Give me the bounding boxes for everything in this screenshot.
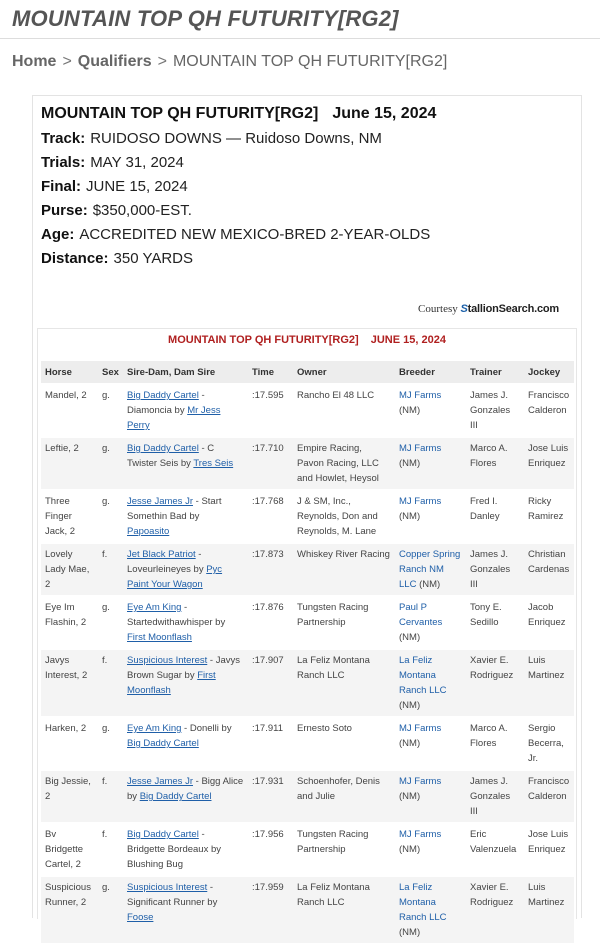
jockey-cell: Jose Luis Enriquez — [524, 438, 574, 489]
track-label: Track: — [41, 130, 86, 147]
pedigree-cell — [123, 544, 248, 595]
sex-cell: g. — [98, 385, 123, 436]
jockey-cell: Luis Martinez — [524, 650, 574, 716]
sex-cell: g. — [98, 877, 123, 943]
distance-label: Distance: — [41, 250, 109, 267]
table-row — [41, 824, 574, 875]
pedigree-cell — [123, 718, 248, 769]
trainer-cell: James J. Gonzales III — [466, 385, 524, 436]
pedigree-cell — [123, 597, 248, 648]
sire-link[interactable]: Jet Black Patriot — [127, 549, 196, 560]
time-cell: :17.595 — [248, 385, 293, 436]
breeder-link[interactable]: MJ Farms — [399, 496, 442, 507]
breeder-link[interactable]: MJ Farms — [399, 390, 442, 401]
results-panel — [37, 328, 577, 938]
owner-cell: Tungsten Racing Partnership — [293, 597, 395, 648]
sex-cell: g. — [98, 597, 123, 648]
owner-cell: Ernesto Soto — [293, 718, 395, 769]
trainer-cell: Xavier E. Rodriguez — [466, 877, 524, 943]
owner-cell: La Feliz Montana Ranch LLC — [293, 650, 395, 716]
purse-label: Purse: — [41, 202, 88, 219]
race-heading — [41, 101, 571, 127]
breeder-link[interactable]: Paul P Cervantes — [399, 602, 443, 628]
breeder-link[interactable]: Copper Spring Ranch NM LLC — [399, 549, 461, 590]
results-race-name: MOUNTAIN TOP QH FUTURITY[RG2] — [168, 334, 359, 346]
sex-cell: g. — [98, 718, 123, 769]
purse-row — [41, 199, 571, 223]
time-cell: :17.873 — [248, 544, 293, 595]
time-cell: :17.710 — [248, 438, 293, 489]
dam-name: C Twister Seis — [127, 443, 215, 469]
horse-cell: Javys Interest, 2 — [41, 650, 98, 716]
purse-value: $350,000-EST. — [92, 202, 192, 219]
results-heading — [38, 334, 576, 346]
time-cell: :17.768 — [248, 491, 293, 542]
pedigree-by: by — [208, 844, 222, 855]
dam-name: Bridgette Bordeaux — [127, 844, 209, 855]
stallionsearch-logo[interactable] — [461, 303, 560, 315]
time-cell: :17.956 — [248, 824, 293, 875]
horse-cell: Leftie, 2 — [41, 438, 98, 489]
dam-name: Donelli — [189, 723, 219, 734]
age-label: Age: — [41, 226, 75, 243]
sex-cell: g. — [98, 438, 123, 489]
trainer-cell: Eric Valenzuela — [466, 824, 524, 875]
column-header-owner: Owner — [293, 361, 395, 383]
trainer-cell: James J. Gonzales III — [466, 771, 524, 822]
column-header-horse: Horse — [41, 361, 98, 383]
jockey-cell: Ricky Ramirez — [524, 491, 574, 542]
sire-link[interactable]: Eye Am King — [127, 723, 182, 734]
title-divider — [0, 38, 600, 39]
jockey-cell: Jacob Enriquez — [524, 597, 574, 648]
time-cell: :17.907 — [248, 650, 293, 716]
pedigree-by: by — [212, 617, 226, 628]
breeder-location: (NM) — [399, 791, 421, 802]
sire-link[interactable]: Suspicious Interest — [127, 882, 208, 893]
horse-cell: Big Jessie, 2 — [41, 771, 98, 822]
horse-cell: Three Finger Jack, 2 — [41, 491, 98, 542]
dam-sire-link: Blushing Bug — [127, 859, 183, 870]
breeder-link[interactable]: MJ Farms — [399, 723, 442, 734]
distance-value: 350 YARDS — [113, 250, 194, 267]
breeder-cell — [395, 824, 466, 875]
pedigree-separator: - — [181, 602, 188, 613]
sire-link[interactable]: Jesse James Jr — [127, 496, 193, 507]
breeder-cell — [395, 650, 466, 716]
breeder-link[interactable]: MJ Farms — [399, 443, 442, 454]
time-cell: :17.911 — [248, 718, 293, 769]
sex-cell: f. — [98, 650, 123, 716]
column-header-trainer: Trainer — [466, 361, 524, 383]
dam-sire-link[interactable]: Tres Seis — [193, 458, 234, 469]
dam-sire-link[interactable]: Foose — [127, 912, 154, 923]
breadcrumb-qualifiers-link[interactable]: Qualifiers — [77, 53, 152, 70]
table-row — [41, 650, 574, 716]
dam-sire-link[interactable]: Big Daddy Cartel — [139, 791, 212, 802]
sire-link[interactable]: Jesse James Jr — [127, 776, 193, 787]
trainer-cell: Tony E. Sedillo — [466, 597, 524, 648]
dam-sire-link[interactable]: Papoasito — [127, 526, 170, 537]
sire-link[interactable]: Eye Am King — [127, 602, 182, 613]
age-row — [41, 223, 571, 247]
time-cell: :17.931 — [248, 771, 293, 822]
breeder-link[interactable]: La Feliz Montana Ranch LLC — [399, 882, 447, 923]
pedigree-separator: - — [198, 443, 208, 454]
dam-name: Bigg Alice — [201, 776, 244, 787]
breeder-cell — [395, 491, 466, 542]
stallionsearch-logo-s: S — [460, 303, 468, 315]
horse-cell: Mandel, 2 — [41, 385, 98, 436]
results-race-date: JUNE 15, 2024 — [370, 334, 446, 346]
trials-label: Trials: — [41, 154, 86, 171]
pedigree-cell — [123, 438, 248, 489]
pedigree-by: by — [218, 723, 232, 734]
dam-sire-link[interactable]: Mr Jess Perry — [127, 405, 221, 431]
pedigree-separator: - — [198, 829, 205, 840]
dam-sire-link[interactable]: Big Daddy Cartel — [127, 738, 199, 749]
breeder-location: (NM) — [399, 458, 421, 469]
table-row — [41, 597, 574, 648]
breeder-cell — [395, 438, 466, 489]
sex-cell: g. — [98, 491, 123, 542]
breeder-location: (NM) — [399, 511, 421, 522]
pedigree-cell — [123, 385, 248, 436]
jockey-cell: Jose Luis Enriquez — [524, 824, 574, 875]
sex-cell: f. — [98, 544, 123, 595]
age-value: ACCREDITED NEW MEXICO-BRED 2-YEAR-OLDS — [79, 226, 431, 243]
column-header-jockey: Jockey — [524, 361, 574, 383]
pedigree-by: by — [171, 405, 188, 416]
horse-cell: Suspicious Runner, 2 — [41, 877, 98, 943]
breeder-link[interactable]: MJ Farms — [399, 776, 442, 787]
jockey-cell: Francisco Calderon — [524, 385, 574, 436]
pedigree-by: by — [186, 511, 200, 522]
jockey-cell: Sergio Becerra, Jr. — [524, 718, 574, 769]
pedigree-cell — [123, 771, 248, 822]
dam-sire-link[interactable]: First Moonflash — [127, 670, 216, 696]
track-value: RUIDOSO DOWNS — Ruidoso Downs, NM — [90, 130, 382, 147]
breeder-cell — [395, 718, 466, 769]
breadcrumb-home-link[interactable]: Home — [12, 53, 57, 70]
pedigree-separator: - — [195, 549, 202, 560]
pedigree-cell — [123, 650, 248, 716]
breadcrumb-current: MOUNTAIN TOP QH FUTURITY[RG2] — [172, 53, 448, 70]
pedigree-separator: - — [198, 390, 205, 401]
horse-cell: Bv Bridgette Cartel, 2 — [41, 824, 98, 875]
column-header-breeder: Breeder — [395, 361, 466, 383]
table-row — [41, 385, 574, 436]
pedigree-by: by — [181, 670, 198, 681]
pedigree-by: by — [204, 897, 218, 908]
breeder-location: (NM) — [419, 579, 441, 590]
pedigree-separator: - — [193, 776, 202, 787]
breeder-location: (NM) — [399, 700, 421, 711]
breadcrumb-separator: > — [62, 53, 72, 70]
table-row — [41, 718, 574, 769]
owner-cell: La Feliz Montana Ranch LLC — [293, 877, 395, 943]
trainer-cell: James J. Gonzales III — [466, 544, 524, 595]
race-name: MOUNTAIN TOP QH FUTURITY[RG2] — [41, 105, 319, 122]
sire-link[interactable]: Suspicious Interest — [127, 655, 208, 666]
dam-name: Startedwithawhisper — [127, 617, 213, 628]
pedigree-cell — [123, 491, 248, 542]
breeder-cell — [395, 544, 466, 595]
table-row — [41, 491, 574, 542]
jockey-cell: Christian Cardenas — [524, 544, 574, 595]
horse-cell: Harken, 2 — [41, 718, 98, 769]
owner-cell: Whiskey River Racing — [293, 544, 395, 595]
table-header-row — [41, 361, 574, 383]
race-summary — [41, 101, 571, 271]
race-card — [32, 95, 582, 938]
stallionsearch-logo-text: tallionSearch.com — [467, 303, 559, 315]
owner-cell: Rancho El 48 LLC — [293, 385, 395, 436]
column-header-time: Time — [248, 361, 293, 383]
pedigree-by: by — [178, 458, 194, 469]
results-table — [41, 359, 574, 945]
pedigree-by: by — [190, 564, 207, 575]
table-row — [41, 438, 574, 489]
breeder-location: (NM) — [399, 844, 421, 855]
dam-name: Diamoncia — [127, 405, 172, 416]
breeder-location: (NM) — [399, 738, 421, 749]
table-row — [41, 771, 574, 822]
table-row — [41, 544, 574, 595]
dam-name: Loveurleineyes — [127, 564, 191, 575]
final-label: Final: — [41, 178, 81, 195]
trainer-cell: Marco A. Flores — [466, 718, 524, 769]
horse-cell: Eye Im Flashin, 2 — [41, 597, 98, 648]
sire-link[interactable]: Big Daddy Cartel — [127, 443, 199, 454]
breeder-cell — [395, 385, 466, 436]
owner-cell: Schoenhofer, Denis and Julie — [293, 771, 395, 822]
breadcrumb — [12, 53, 447, 71]
dam-name: Start Somethin Bad — [127, 496, 222, 522]
trainer-cell: Fred I. Danley — [466, 491, 524, 542]
breeder-location: (NM) — [399, 632, 421, 643]
pedigree-by: by — [127, 791, 140, 802]
sire-link[interactable]: Big Daddy Cartel — [127, 390, 199, 401]
final-row — [41, 175, 571, 199]
horse-cell: Lovely Lady Mae, 2 — [41, 544, 98, 595]
breeder-cell — [395, 597, 466, 648]
sire-link[interactable]: Big Daddy Cartel — [127, 829, 199, 840]
jockey-cell: Francisco Calderon — [524, 771, 574, 822]
pedigree-cell — [123, 877, 248, 943]
trainer-cell: Xavier E. Rodriguez — [466, 650, 524, 716]
pedigree-separator: - — [193, 496, 202, 507]
sex-cell: f. — [98, 824, 123, 875]
breeder-location: (NM) — [399, 405, 421, 416]
pedigree-separator: - — [207, 655, 216, 666]
dam-sire-link[interactable]: First Moonflash — [127, 632, 192, 643]
column-header-sire-dam: Sire-Dam, Dam Sire — [123, 361, 248, 383]
trainer-cell: Marco A. Flores — [466, 438, 524, 489]
time-cell: :17.876 — [248, 597, 293, 648]
owner-cell: Empire Racing, Pavon Racing, LLC and Howlet, Heysol — [293, 438, 395, 489]
pedigree-separator: - — [181, 723, 190, 734]
trials-value: MAY 31, 2024 — [90, 154, 184, 171]
owner-cell: Tungsten Racing Partnership — [293, 824, 395, 875]
final-value: JUNE 15, 2024 — [86, 178, 188, 195]
dam-name: Significant Runner — [127, 897, 205, 908]
courtesy-credit — [418, 303, 559, 315]
race-date: June 15, 2024 — [332, 105, 437, 122]
dam-name: Javys Brown Sugar — [127, 655, 241, 681]
breeder-link[interactable]: MJ Farms — [399, 829, 442, 840]
page-title: MOUNTAIN TOP QH FUTURITY[RG2] — [12, 6, 399, 31]
breeder-location: (NM) — [399, 927, 421, 938]
courtesy-prefix: Courtesy — [418, 303, 458, 315]
breeder-cell — [395, 771, 466, 822]
breadcrumb-separator: > — [157, 53, 167, 70]
breeder-cell — [395, 877, 466, 943]
owner-cell: J & SM, Inc., Reynolds, Don and Reynolds, M. Lane — [293, 491, 395, 542]
dam-sire-link[interactable]: Pyc Paint Your Wagon — [127, 564, 223, 590]
jockey-cell: Luis Martinez — [524, 877, 574, 943]
column-header-sex: Sex — [98, 361, 123, 383]
pedigree-cell — [123, 824, 248, 875]
table-row — [41, 877, 574, 943]
track-row — [41, 127, 571, 151]
pedigree-separator: - — [207, 882, 214, 893]
time-cell: :17.959 — [248, 877, 293, 943]
breeder-link[interactable]: La Feliz Montana Ranch LLC — [399, 655, 447, 696]
distance-row — [41, 247, 571, 271]
trials-row — [41, 151, 571, 175]
sex-cell: f. — [98, 771, 123, 822]
results-table-body — [41, 385, 574, 943]
